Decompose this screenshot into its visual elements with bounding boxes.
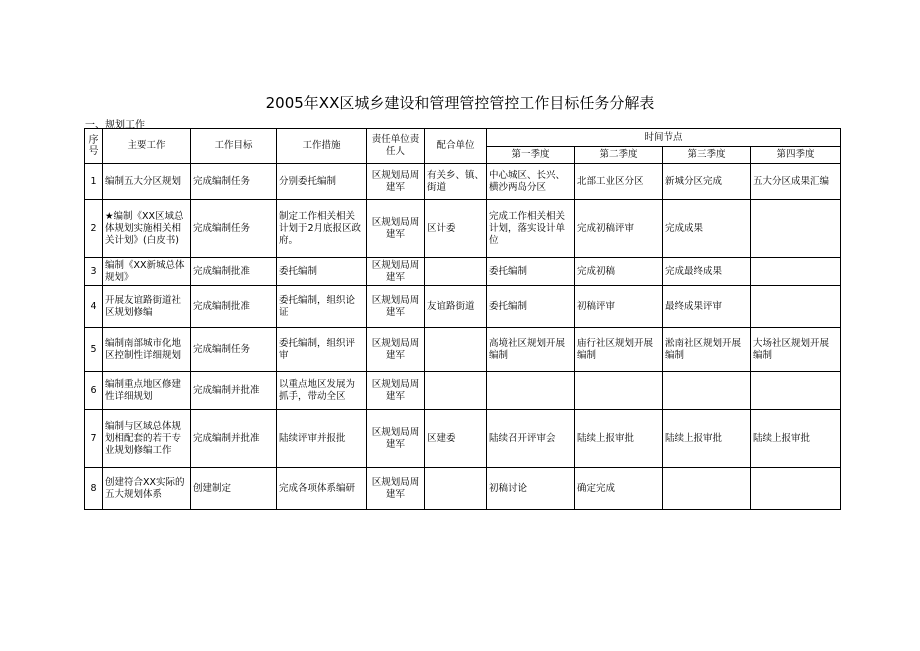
header-unit: 责任单位责任人 — [367, 129, 425, 164]
header-q1: 第一季度 — [487, 147, 575, 164]
cell-no: 4 — [85, 286, 103, 328]
cell-q2: 确定完成 — [575, 468, 663, 510]
header-seq: 序号 — [85, 129, 103, 164]
cell-no: 5 — [85, 328, 103, 372]
cell-coop-unit — [425, 328, 487, 372]
cell-measure: 分别委托编制 — [277, 164, 367, 200]
cell-q2: 庙行社区规划开展编制 — [575, 328, 663, 372]
cell-main-task: 编制南部城市化地区控制性详细规划 — [103, 328, 191, 372]
cell-goal: 创建制定 — [191, 468, 277, 510]
cell-q1: 初稿讨论 — [487, 468, 575, 510]
cell-q2: 北部工业区分区 — [575, 164, 663, 200]
header-goal: 工作目标 — [191, 129, 277, 164]
cell-goal: 完成编制任务 — [191, 200, 277, 258]
cell-goal: 完成编制任务 — [191, 328, 277, 372]
header-measure: 工作措施 — [277, 129, 367, 164]
cell-goal: 完成编制批准 — [191, 286, 277, 328]
cell-responsible-unit: 区规划局周建军 — [367, 258, 425, 286]
cell-responsible-unit: 区规划局周建军 — [367, 372, 425, 410]
cell-main-task: 开展友谊路街道社区规划修编 — [103, 286, 191, 328]
cell-coop-unit — [425, 372, 487, 410]
cell-coop-unit: 区建委 — [425, 410, 487, 468]
cell-measure: 完成各项体系编研 — [277, 468, 367, 510]
header-timeline: 时间节点 — [487, 129, 841, 147]
table-row — [85, 164, 841, 200]
table-row — [85, 200, 841, 258]
cell-no: 6 — [85, 372, 103, 410]
cell-q4 — [751, 372, 841, 410]
cell-q1: 完成工作相关相关计划，落实设计单位 — [487, 200, 575, 258]
cell-q1 — [487, 372, 575, 410]
cell-no: 8 — [85, 468, 103, 510]
cell-goal: 完成编制批准 — [191, 258, 277, 286]
cell-responsible-unit: 区规划局周建军 — [367, 410, 425, 468]
cell-main-task: 创建符合XX实际的五大规划体系 — [103, 468, 191, 510]
cell-q3: 最终成果评审 — [663, 286, 751, 328]
section-heading: 一、规划工作 — [85, 120, 145, 131]
header-q3: 第三季度 — [663, 147, 751, 164]
cell-q3: 完成成果 — [663, 200, 751, 258]
cell-q3: 陆续上报审批 — [663, 410, 751, 468]
cell-q4 — [751, 200, 841, 258]
cell-responsible-unit: 区规划局周建军 — [367, 200, 425, 258]
cell-q1: 陆续召开评审会 — [487, 410, 575, 468]
cell-coop-unit: 区计委 — [425, 200, 487, 258]
cell-coop-unit — [425, 468, 487, 510]
table-row — [85, 468, 841, 510]
cell-q1: 委托编制 — [487, 286, 575, 328]
cell-q2 — [575, 372, 663, 410]
cell-measure: 以重点地区发展为抓手，带动全区 — [277, 372, 367, 410]
cell-measure: 委托编制 — [277, 258, 367, 286]
cell-q4 — [751, 286, 841, 328]
header-q4: 第四季度 — [751, 147, 841, 164]
table-row — [85, 258, 841, 286]
cell-goal: 完成编制任务 — [191, 164, 277, 200]
cell-responsible-unit: 区规划局周建军 — [367, 328, 425, 372]
table-row — [85, 286, 841, 328]
cell-coop-unit: 有关乡、镇、街道 — [425, 164, 487, 200]
cell-q2: 初稿评审 — [575, 286, 663, 328]
task-table — [84, 128, 841, 510]
cell-q2: 完成初稿评审 — [575, 200, 663, 258]
cell-measure: 制定工作相关相关计划于2月底报区政府。 — [277, 200, 367, 258]
cell-main-task: 编制五大分区规划 — [103, 164, 191, 200]
cell-measure: 陆续评审并报批 — [277, 410, 367, 468]
cell-goal: 完成编制并批准 — [191, 372, 277, 410]
cell-q3: 新城分区完成 — [663, 164, 751, 200]
cell-measure: 委托编制，组织论证 — [277, 286, 367, 328]
cell-responsible-unit: 区规划局周建军 — [367, 468, 425, 510]
cell-q4 — [751, 258, 841, 286]
cell-no: 2 — [85, 200, 103, 258]
cell-q3 — [663, 468, 751, 510]
cell-q2: 完成初稿 — [575, 258, 663, 286]
page-title: 2005年XX区城乡建设和管理管控管控工作目标任务分解表 — [265, 94, 655, 112]
cell-responsible-unit: 区规划局周建军 — [367, 164, 425, 200]
cell-q4: 五大分区成果汇编 — [751, 164, 841, 200]
cell-q1: 中心城区、长兴、横沙两岛分区 — [487, 164, 575, 200]
cell-q4: 大场社区规划开展编制 — [751, 328, 841, 372]
cell-no: 7 — [85, 410, 103, 468]
cell-coop-unit: 友谊路街道 — [425, 286, 487, 328]
cell-main-task: 编制重点地区修建性详细规划 — [103, 372, 191, 410]
cell-q3 — [663, 372, 751, 410]
cell-q3: 淞南社区规划开展编制 — [663, 328, 751, 372]
cell-coop-unit — [425, 258, 487, 286]
cell-q4 — [751, 468, 841, 510]
cell-q1: 委托编制 — [487, 258, 575, 286]
cell-main-task: ★编制《XX区域总体规划实施相关相关计划》(白皮书) — [103, 200, 191, 258]
table-row — [85, 372, 841, 410]
cell-q3: 完成最终成果 — [663, 258, 751, 286]
cell-no: 1 — [85, 164, 103, 200]
cell-measure: 委托编制，组织评审 — [277, 328, 367, 372]
header-q2: 第二季度 — [575, 147, 663, 164]
cell-main-task: 编制《XX新城总体规划》 — [103, 258, 191, 286]
header-main: 主要工作 — [103, 129, 191, 164]
cell-q2: 陆续上报审批 — [575, 410, 663, 468]
table-row — [85, 410, 841, 468]
cell-responsible-unit: 区规划局周建军 — [367, 286, 425, 328]
header-coop: 配合单位 — [425, 129, 487, 164]
cell-q1: 高境社区规划开展编制 — [487, 328, 575, 372]
cell-main-task: 编制与区域总体规划相配套的若干专业规划修编工作 — [103, 410, 191, 468]
cell-no: 3 — [85, 258, 103, 286]
table-body — [85, 164, 841, 510]
table-row — [85, 328, 841, 372]
cell-q4: 陆续上报审批 — [751, 410, 841, 468]
cell-goal: 完成编制并批准 — [191, 410, 277, 468]
